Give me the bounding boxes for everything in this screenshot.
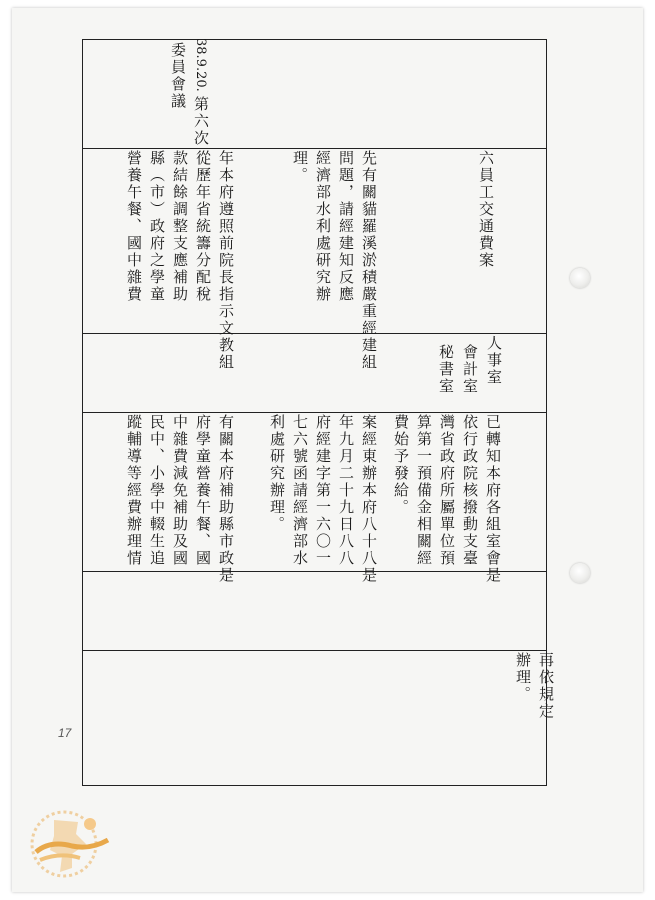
responsible-units: 會計室 — [461, 344, 479, 395]
binding-hole — [570, 268, 590, 288]
table-rule — [82, 785, 546, 786]
table-border-left — [82, 39, 83, 786]
meeting-title: 第六次 — [192, 96, 210, 147]
meeting-committee: 委員會議 — [169, 42, 187, 110]
archive-logo-icon — [20, 800, 116, 880]
reply-text: 已轉知本府各組室會是 依行政院核撥動支臺 灣省政府所屬單位預 算第一預備金相關經 費始予發給。 — [392, 414, 502, 584]
reply-text: 案經東辦本府八十八是 年九月二十九日八八 府經建字第一六〇一 七六號函請經濟部水 利處研究辦理。 — [268, 414, 378, 584]
reply-text: 有關本府補助縣市政是 府學童營養午餐、國 中雜費減免補助及國 民中、小學中輟生追 蹤輔導等經費辦理情 — [125, 414, 235, 584]
item-text: 年本府遵照前院長指示文教組 從歷年省統籌分配稅 款結餘調整支應補助 縣（市）政府之學童 營養午餐、國中雜費 — [125, 150, 235, 371]
item-text: 先有關貓羅溪淤積嚴重經建組 問題，請經建知反應 經濟部水利處研究辦 理。 — [291, 150, 378, 371]
binding-hole — [570, 563, 590, 583]
table-rule — [82, 148, 546, 149]
table-rule — [82, 650, 546, 651]
responsible-units: 秘書室 — [437, 344, 455, 395]
responsible-units: 人事室 — [485, 335, 503, 386]
page-number: 17 — [58, 726, 72, 740]
handling-note: 再依規定 辦理。 — [514, 652, 555, 720]
table-rule — [82, 39, 546, 40]
meeting-date: 38.9.20. — [193, 38, 208, 92]
item-title: 六員工交通費案 — [477, 150, 495, 269]
table-rule — [82, 412, 546, 413]
